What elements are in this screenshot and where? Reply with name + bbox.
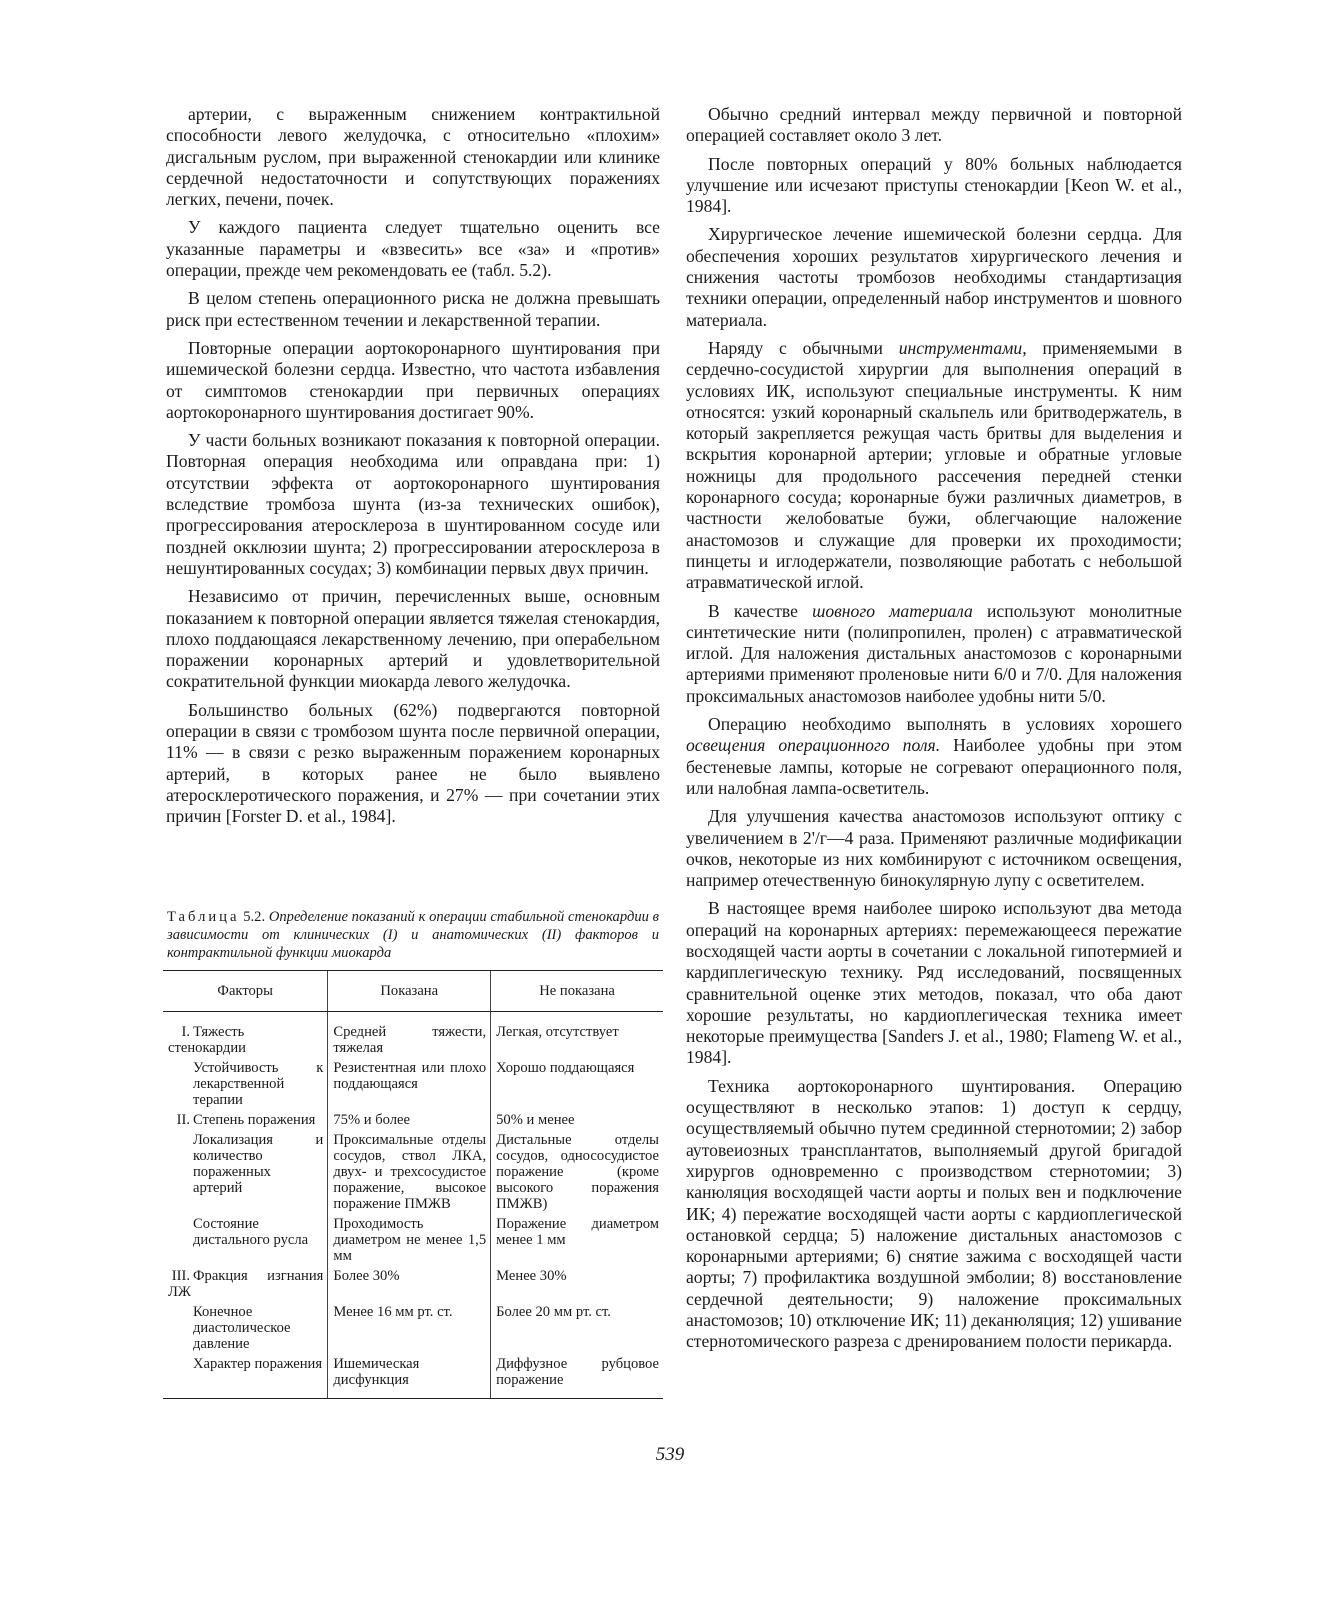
paragraph: Независимо от причин, перечисленных выше, основным показанием к повторной операции является тяжелая стенокардия, плохо поддающаяся лекарственному лечению, при операбельном поражении коронарных артерий и удовлетворительной сократительной функции миокарда левого желудочка. [166,586,660,692]
factor-cell [163,1355,328,1399]
table-caption-text: Определение показаний к операции стабильной стенокардии в зависимости от клинических (I) и анатомических (II) факторов и контрактильной функции миокарда [167,909,659,961]
roman-numeral: III. [171,1268,190,1284]
table-number: 5.2. [243,909,266,925]
factor-cell [163,1012,328,1060]
factor-text: Состояние дистального русла [193,1216,309,1248]
not-indicated-cell: Менее 30% [491,1267,663,1303]
header-factors: Факторы [163,971,328,1012]
paragraph: После повторных операций у 80% больных наблюдается улучшение или исчезают приступы стенокардии [Keon W. et al., 1984]. [686,153,1182,217]
paragraph: Повторные операции аортокоронарного шунтирования при ишемической болезни сердца. Известно, что частота избавления от симптомов стенокардии при первичных операциях аортокоронарного шунтирования достигает 90%. [166,337,660,422]
page-number: 539 [655,1444,685,1465]
table-caption [167,908,659,962]
table-row [163,1059,663,1111]
table-block [163,908,663,1399]
paragraph: артерии, с выраженным снижением контрактильной способности левого желудочка, с относительно «плохим» дисгальным руслом, при выраженной стенокардии или клинике сердечной недостаточности и сопутствующих поражениях легких, печени, почек. [166,104,660,210]
paragraph [686,714,1182,799]
indicated-cell: Проксимальные отделы сосудов, ствол ЛКА, двух- и трехсосудистое поражение, высокое поражение ПМЖВ [328,1131,491,1215]
indicated-cell: 75% и более [328,1111,491,1131]
not-indicated-cell: 50% и менее [491,1111,663,1131]
paragraph: В настоящее время наиболее широко используют два метода операций на коронарных артериях: перемежающееся пережатие восходящей части аорты в сочетании с локальной гипотермией и кардиплегическую технику. Ряд исследований, посвященных сравнительной оценке этих методов, показал, что оба дают хорошие результаты, но кардиоплегическая техника имеет некоторые преимущества [Sanders J. et al., 1980; Flameng W. et al., 1984]. [686,898,1182,1068]
emphasis-term: шовного материала [812,600,973,621]
factor-text: Фракция изгнания ЛЖ [168,1268,324,1300]
paragraph: Техника аортокоронарного шунтирования. Операцию осуществляют в несколько этапов: 1) доступ к сердцу, осуществляемый обычно путем срединной стернотомии; 2) забор аутовеиозных трансплантатов, выполняемый другой бригадой хирургов одновременно с производством стернотомии; 3) канюляция восходящей части аорты и полых вен и подключение ИК; 4) пережатие восходящей части аорты с кардиоплегической остановкой сердца; 5) наложение дистальных анастомозов с коронарными артериями; 6) снятие зажима с восходящей части аорты; 7) профилактика воздушной эмболии; 8) восстановление сердечной деятельности; 9) наложение проксимальных анастомозов; 10) отключение ИК; 11) деканюляция; 12) ушивание стернотомического разреза с дренированием полости перикарда. [686,1075,1182,1352]
indicated-cell: Резистентная или плохо поддающаяся [328,1059,491,1111]
indicated-cell: Ишемическая дисфункция [328,1355,491,1399]
paragraph: Большинство больных (62%) подвергаются повторной операции в связи с тромбозом шунта после первичной операции, 11% — в связи с резко выраженным поражением коронарных артерий, в которых ранее не было выявлено атеросклеротического поражения, и 27% — при сочетании этих причин [Forster D. et al., 1984]. [166,699,660,827]
header-not-indicated: Не показана [491,971,663,1012]
table-label: Таблица [167,909,240,925]
table-row [163,1215,663,1267]
factor-text: Тяжесть стенокардии [168,1024,246,1056]
right-column [686,104,1182,1360]
paragraph [686,601,1182,707]
factor-text: Характер поражения [193,1356,323,1372]
paragraph: У части больных возникают показания к повторной операции. Повторная операция необходима или оправдана при: 1) отсутствии эффекта от аортокоронарного шунтирования вследствие тромбоза шунта (из-за технических ошибок), прогрессирования атеросклероза в шунтированном сосуде или поздней окклюзии шунта; 2) прогрессировании атеросклероза в нешунтированных сосудах; 3) комбинации первых двух причин. [166,430,660,578]
indicated-cell: Средней тяжести, тяжелая [328,1012,491,1060]
paragraph: У каждого пациента следует тщательно оценить все указанные параметры и «взвесить» все «за» и «против» операции, прежде чем рекомендовать ее (табл. 5.2). [166,217,660,281]
factor-text: Степень поражения [193,1112,316,1128]
paragraph: Хирургическое лечение ишемической болезни сердца. Для обеспечения хороших результатов хирургического лечения и снижения частоты тромбозов необходимы стандартизация техники операции, определенный набор инструментов и шовного материала. [686,224,1182,330]
factor-cell [163,1267,328,1303]
factor-text: Устойчивость к лекарственной терапии [193,1060,324,1108]
paragraph: Обычно средний интервал между первичной и повторной операцией составляет около 3 лет. [686,104,1182,146]
paragraph-rest: Наиболее удобны при этом бестеневые лампы, которые не согревают операционного поля, или налобная лампа-осветитель. [686,735,1182,798]
paragraph-rest: используют монолитные синтетические нити (полипропилен, пролен) с атравматической иглой. Для наложения дистальных анастомозов с коронарными артериями применяют проленовые нити 6/0 и 7/0. Для наложения проксимальных анастомозов наиболее удобны нити 5/0. [686,600,1182,706]
not-indicated-cell: Диффузное рубцовое поражение [491,1355,663,1399]
indicated-cell: Менее 16 мм рт. ст. [328,1303,491,1355]
factor-cell [163,1111,328,1131]
table-row [163,1267,663,1303]
factor-cell [163,1059,328,1111]
table-row [163,1111,663,1131]
indicated-cell: Более 30% [328,1267,491,1303]
factor-text: Конечное диастолическое давление [193,1304,291,1352]
paragraph-lead: В качестве [708,600,813,621]
factor-cell [163,1215,328,1267]
paragraph-lead: Операцию необходимо выполнять в условиях хорошего [708,714,1182,735]
paragraph-lead: Наряду с обычными [708,337,899,358]
table-row [163,1131,663,1215]
paragraph-rest: применяемыми в сердечно-сосудистой хирургии для выполнения операций в условиях ИК, используют специальные инструменты. К ним относятся: узкий коронарный скальпель или бритводержатель, в который закрепляется режущая часть бритвы для выделения и вскрытия коронарной артерии; угловые и обратные угловые ножницы для продольного рассечения передней стенки коронарного сосуда; коронарные бужи различных диаметров, в частности желобоватые бужи, облегчающие наложение анастомозов и служащие для проверки их проходимости; пинцеты и иглодержатели, позволяющие работать с небольшой атравматической иглой. [686,337,1183,593]
factor-text: Локализация и количество пораженных артерий [193,1132,324,1196]
paragraph: В целом степень операционного риска не должна превышать риск при естественном течении и лекарственной терапии. [166,288,660,330]
table-row [163,1303,663,1355]
indications-table [163,970,663,1399]
paragraph: Для улучшения качества анастомозов используют оптику с увеличением в 2'/г—4 раза. Применяют различные модификации очков, некоторые из них комбинируют с источником освещения, например отечественную бинокулярную лупу с осветителем. [686,806,1182,891]
factor-cell [163,1303,328,1355]
not-indicated-cell: Легкая, отсутствует [491,1012,663,1060]
table-row [163,1355,663,1399]
left-column [166,104,660,835]
header-indicated: Показана [328,971,491,1012]
roman-numeral: I. [181,1024,190,1040]
not-indicated-cell: Более 20 мм рт. ст. [491,1303,663,1355]
paragraph [686,338,1182,594]
not-indicated-cell: Дистальные отделы сосудов, однососудистое поражение (кроме высокого поражения ПМЖВ) [491,1131,663,1215]
roman-numeral: II. [176,1112,190,1128]
not-indicated-cell: Хорошо поддающаяся [491,1059,663,1111]
table-row [163,1012,663,1060]
emphasis-term: освещения операционного поля. [686,735,941,756]
indicated-cell: Проходимость диаметром не менее 1,5 мм [328,1215,491,1267]
factor-cell [163,1131,328,1215]
emphasis-term: инструментами, [898,337,1027,358]
not-indicated-cell: Поражение диаметром менее 1 мм [491,1215,663,1267]
table-header-row [163,971,663,1012]
